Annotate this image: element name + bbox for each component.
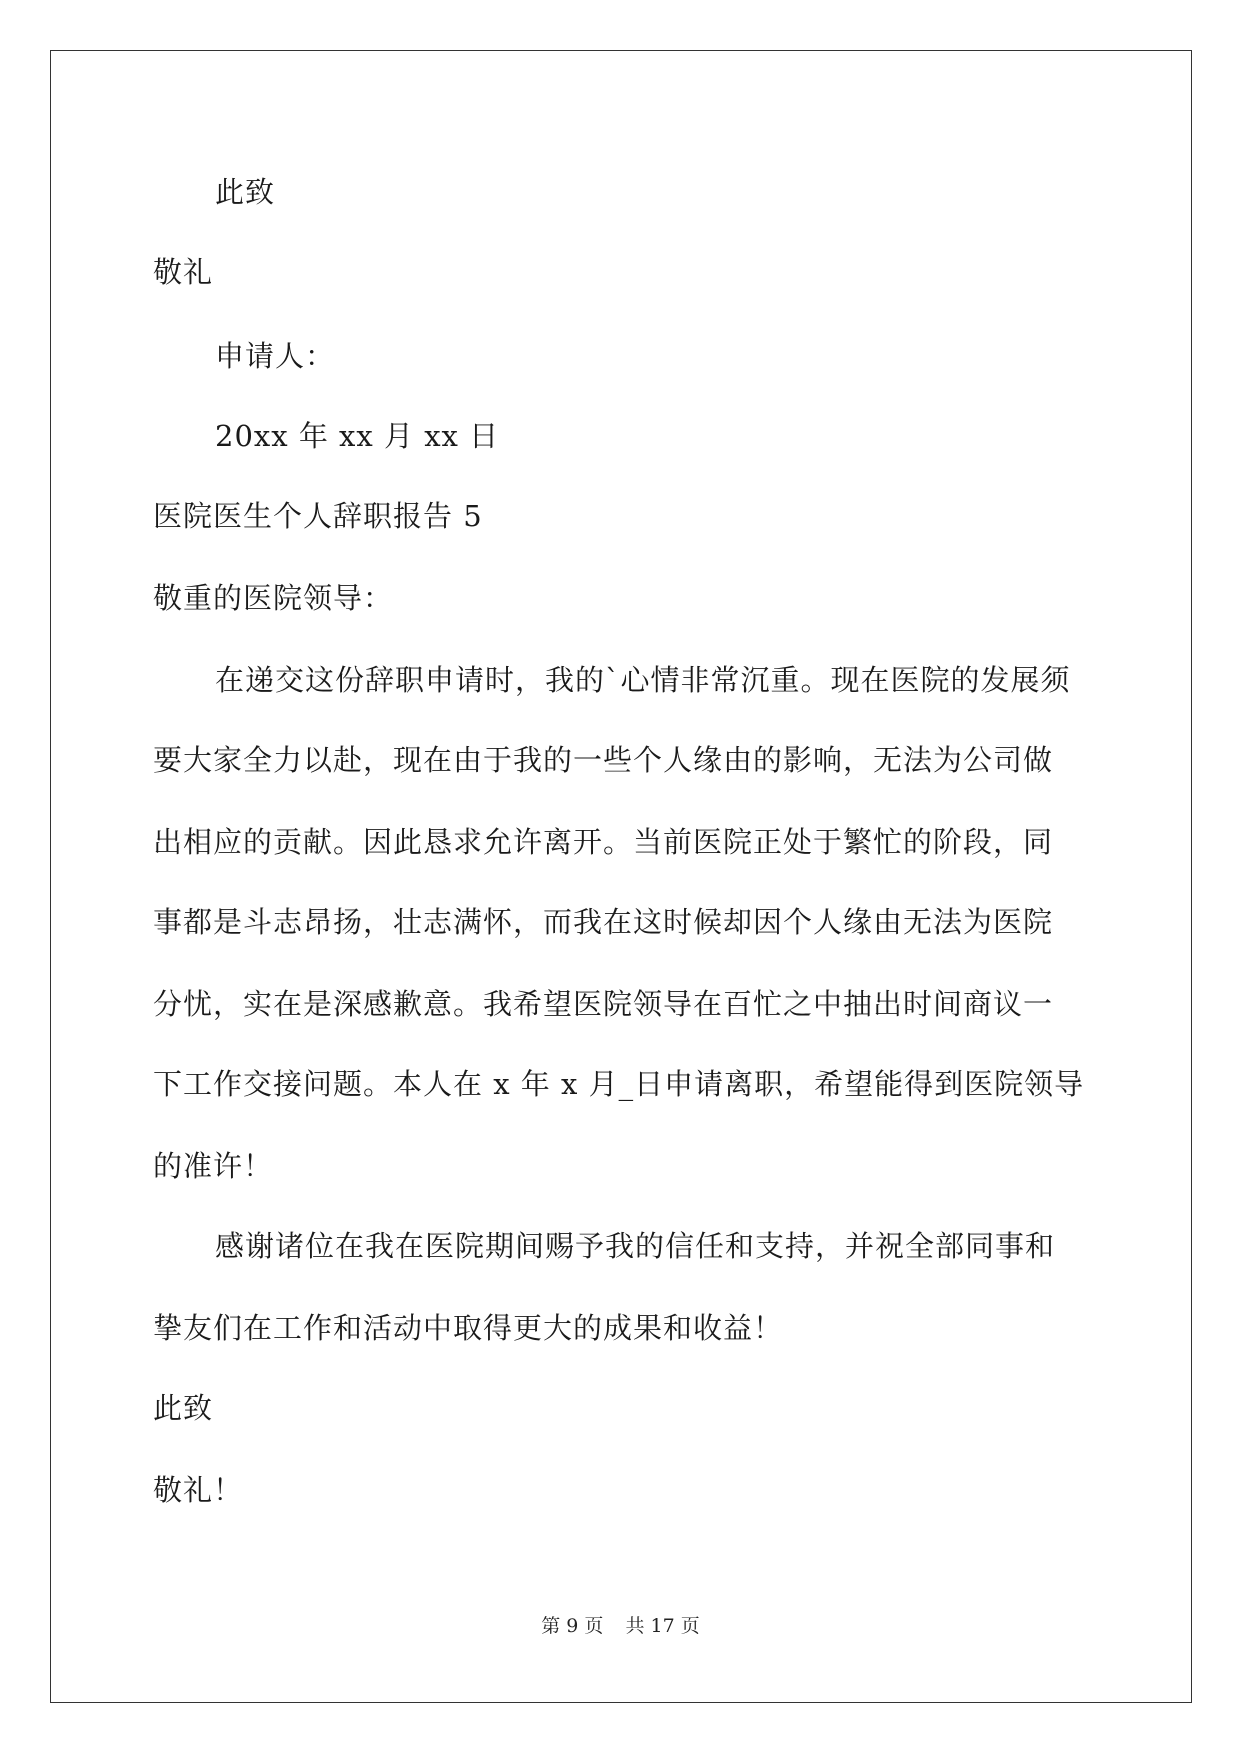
letter-date: 20xx 年 xx 月 xx 日 [215, 419, 500, 453]
body-line: 下工作交接问题。本人在 x 年 x 月_日申请离职，希望能得到医院领导 [153, 1067, 1085, 1101]
page-footer [0, 1614, 1241, 1638]
page-number: 第 9 页 [541, 1615, 604, 1637]
page-frame [50, 50, 1192, 1703]
page-total: 共 17 页 [625, 1615, 700, 1637]
body-line: 出相应的贡献。因此恳求允许离开。当前医院正处于繁忙的阶段，同 [153, 825, 1054, 859]
body-line: 事都是斗志昂扬，壮志满怀，而我在这时候却因个人缘由无法为医院 [153, 905, 1054, 939]
closing-salutation-1: 此致 [215, 175, 276, 209]
closing-salutation-2: 此致 [153, 1391, 214, 1425]
report-title: 医院医生个人辞职报告 5 [153, 499, 483, 533]
greeting: 敬重的医院领导： [153, 581, 394, 615]
body-line: 分忧，实在是深感歉意。我希望医院领导在百忙之中抽出时间商议一 [153, 987, 1054, 1021]
body-line: 的准许！ [153, 1149, 274, 1183]
applicant-label: 申请人： [215, 339, 336, 373]
body-line: 感谢诸位在我在医院期间赐予我的信任和支持，并祝全部同事和 [215, 1229, 1056, 1263]
body-line: 要大家全力以赴，现在由于我的一些个人缘由的影响，无法为公司做 [153, 743, 1054, 777]
closing-regards-1: 敬礼 [153, 255, 214, 289]
body-line: 挚友们在工作和活动中取得更大的成果和收益！ [153, 1311, 784, 1345]
body-line: 在递交这份辞职申请时，我的`心情非常沉重。现在医院的发展须 [215, 663, 1071, 697]
closing-regards-2: 敬礼！ [153, 1473, 244, 1507]
